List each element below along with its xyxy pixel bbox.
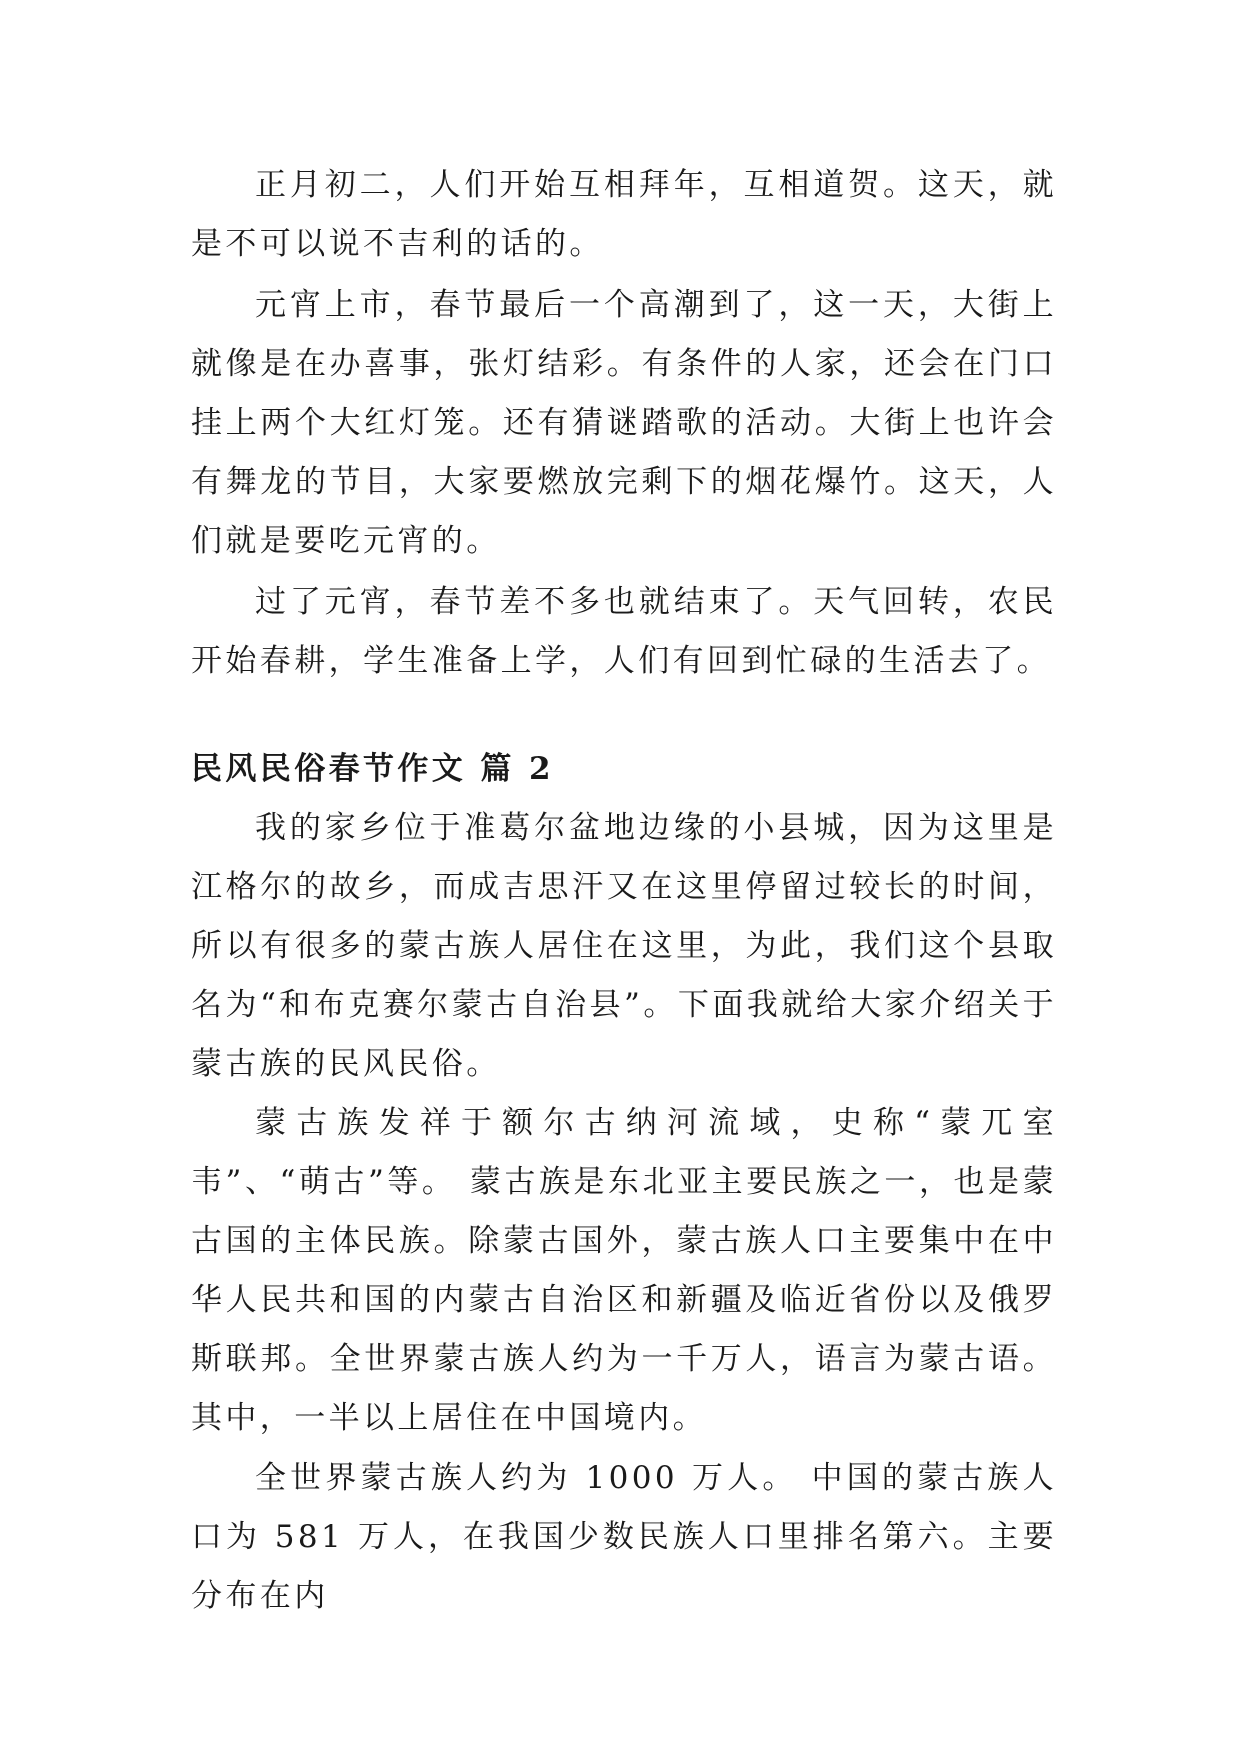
paragraph: 我的家乡位于准葛尔盆地边缘的小县城，因为这里是江格尔的故乡，而成吉思汗又在这里停留过较长的时间，所以有很多的蒙古族人居住在这里，为此，我们这个县取名为“和布克赛尔蒙古自治县”。下面我就给大家介绍关于蒙古族的民风民俗。 (191, 810, 1057, 1082)
paragraph: 蒙古族发祥于额尔古纳河流域，史称“蒙兀室韦”、“萌古”等。 蒙古族是东北亚主要民族之一，也是蒙古国的主体民族。除蒙古国外，蒙古族人口主要集中在中华人民共和国的内蒙古自治区和新疆及临近省份以及俄罗斯联邦。全世界蒙古族人约为一千万人，语言为蒙古语。其中，一半以上居住在中国境内。 (191, 1105, 1057, 1436)
paragraph: 全世界蒙古族人约为 1000 万人。 中国的蒙古族人口为 581 万人，在我国少数民族人口里排名第六。主要分布在内 (191, 1460, 1057, 1614)
section-title: 民风民俗春节作文 篇 2 (191, 751, 554, 787)
paragraph: 正月初二，人们开始互相拜年，互相道贺。这天，就是不可以说不吉利的话的。 (191, 167, 1057, 262)
paragraph: 元宵上市，春节最后一个高潮到了，这一天，大街上就像是在办喜事，张灯结彩。有条件的人家，还会在门口挂上两个大红灯笼。还有猜谜踏歌的活动。大街上也许会有舞龙的节目，大家要燃放完剩下的烟花爆竹。这天，人们就是要吃元宵的。 (191, 287, 1057, 559)
paragraph: 过了元宵，春节差不多也就结束了。天气回转，农民开始春耕，学生准备上学，人们有回到忙碌的生活去了。 (191, 584, 1057, 679)
